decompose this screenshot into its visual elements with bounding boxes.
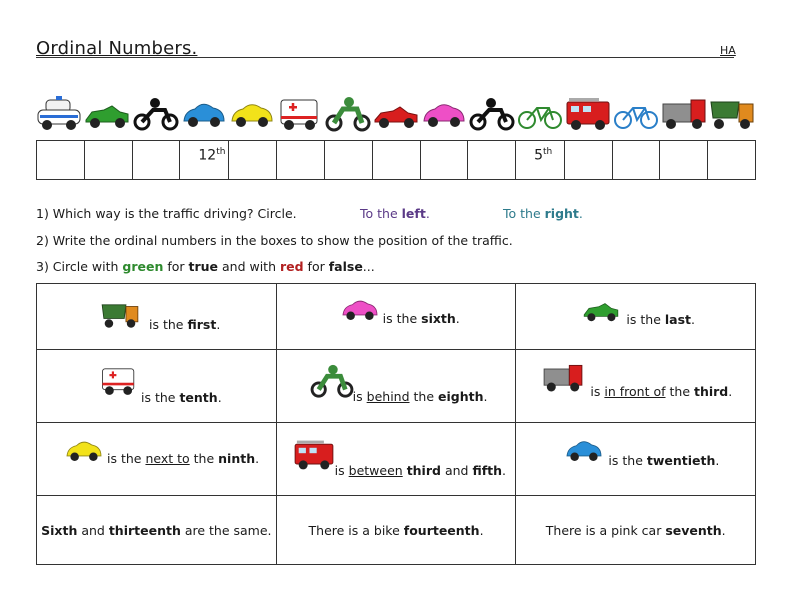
statement-3-text: is the last. bbox=[626, 312, 695, 327]
true-false-grid bbox=[36, 283, 756, 565]
statement-cell-3[interactable] bbox=[516, 284, 756, 350]
green-sports-car-icon bbox=[576, 294, 626, 326]
question-3: 3) Circle with green for true and with red for false... bbox=[36, 259, 375, 274]
statement-2-text: is the sixth. bbox=[382, 311, 460, 326]
statement-cell-9[interactable] bbox=[516, 423, 756, 496]
question-2: 2) Write the ordinal numbers in the boxes to show the position of the traffic. bbox=[36, 233, 513, 248]
statement-cell-6[interactable] bbox=[516, 350, 756, 423]
statement-10-text: Sixth and thirteenth are the same. bbox=[41, 522, 272, 538]
black-motorbike-icon bbox=[469, 94, 515, 134]
blue-car-icon bbox=[181, 94, 227, 134]
statement-cell-1[interactable] bbox=[37, 284, 277, 350]
answer-box-11-number: 5 bbox=[534, 147, 544, 164]
statement-cell-4[interactable] bbox=[37, 350, 277, 423]
green-dumper-truck-icon bbox=[709, 94, 755, 134]
worksheet-title: Ordinal Numbers. bbox=[36, 38, 198, 59]
answer-box-4-number: 12 bbox=[198, 147, 217, 164]
statement-7-text: is the next to the ninth. bbox=[107, 451, 260, 466]
police-car-icon bbox=[36, 94, 82, 134]
green-dirt-bike-icon bbox=[325, 94, 371, 134]
statement-cell-10[interactable] bbox=[37, 496, 277, 565]
statement-5-text: is behind the eighth. bbox=[352, 389, 488, 404]
answer-box-11[interactable] bbox=[516, 141, 565, 180]
answer-box-6[interactable] bbox=[277, 141, 325, 180]
statement-cell-2[interactable] bbox=[276, 284, 516, 350]
answer-box-12[interactable] bbox=[564, 141, 612, 180]
statement-cell-7[interactable] bbox=[37, 423, 277, 496]
red-lorry-icon bbox=[661, 94, 707, 134]
statement-4-text: is the tenth. bbox=[141, 390, 222, 405]
pink-car-icon bbox=[337, 292, 383, 326]
statement-8-text: is between third and fifth. bbox=[334, 463, 506, 478]
green-dirt-bike-icon bbox=[309, 362, 355, 400]
answer-box-9[interactable] bbox=[420, 141, 468, 180]
statement-cell-11[interactable] bbox=[276, 496, 516, 565]
green-dumper-truck-icon bbox=[95, 298, 145, 332]
yellow-car-icon bbox=[229, 94, 275, 134]
answer-box-15[interactable] bbox=[708, 141, 756, 180]
statement-cell-12[interactable] bbox=[516, 496, 756, 565]
statement-9-text: is the twentieth. bbox=[608, 453, 720, 468]
title-underline bbox=[36, 57, 734, 58]
answer-box-10[interactable] bbox=[468, 141, 516, 180]
answer-box-8[interactable] bbox=[372, 141, 420, 180]
answer-box-14[interactable] bbox=[660, 141, 708, 180]
ordinal-answer-boxes bbox=[36, 140, 756, 180]
vehicle-strip bbox=[36, 94, 756, 134]
level-tag: HA bbox=[720, 44, 736, 57]
answer-box-5[interactable] bbox=[229, 141, 277, 180]
green-sports-car-icon bbox=[84, 94, 130, 134]
fire-engine-icon bbox=[565, 94, 611, 134]
pink-car-icon bbox=[421, 94, 467, 134]
answer-box-3[interactable] bbox=[132, 141, 180, 180]
answer-box-7[interactable] bbox=[324, 141, 372, 180]
red-sports-car-icon bbox=[373, 94, 419, 134]
answer-box-4-suffix: th bbox=[216, 147, 226, 157]
answer-box-4[interactable] bbox=[180, 141, 229, 180]
ambulance-icon bbox=[277, 94, 323, 134]
statement-cell-8[interactable] bbox=[276, 423, 516, 496]
yellow-car-icon bbox=[61, 433, 107, 467]
answer-box-11-suffix: th bbox=[543, 147, 553, 157]
answer-box-2[interactable] bbox=[84, 141, 132, 180]
option-right[interactable]: To the right. bbox=[503, 206, 583, 221]
statement-1-text: is the first. bbox=[149, 317, 221, 332]
answer-box-13[interactable] bbox=[612, 141, 660, 180]
fire-engine-icon bbox=[291, 437, 337, 473]
question-1: 1) Which way is the traffic driving? Circle. bbox=[36, 206, 297, 221]
black-motorbike-icon bbox=[133, 94, 179, 134]
red-lorry-icon bbox=[538, 360, 588, 396]
blue-car-icon bbox=[560, 433, 608, 467]
statement-6-text: is in front of the third. bbox=[590, 384, 733, 399]
answer-box-1[interactable] bbox=[37, 141, 85, 180]
blue-bicycle-icon bbox=[613, 94, 659, 134]
statement-11-text: There is a bike fourteenth. bbox=[308, 522, 484, 538]
green-bicycle-icon bbox=[517, 94, 563, 134]
statement-12-text: There is a pink car seventh. bbox=[545, 522, 726, 538]
ambulance-icon bbox=[99, 362, 139, 400]
statement-cell-5[interactable] bbox=[276, 350, 516, 423]
option-left[interactable]: To the left. bbox=[360, 206, 430, 221]
